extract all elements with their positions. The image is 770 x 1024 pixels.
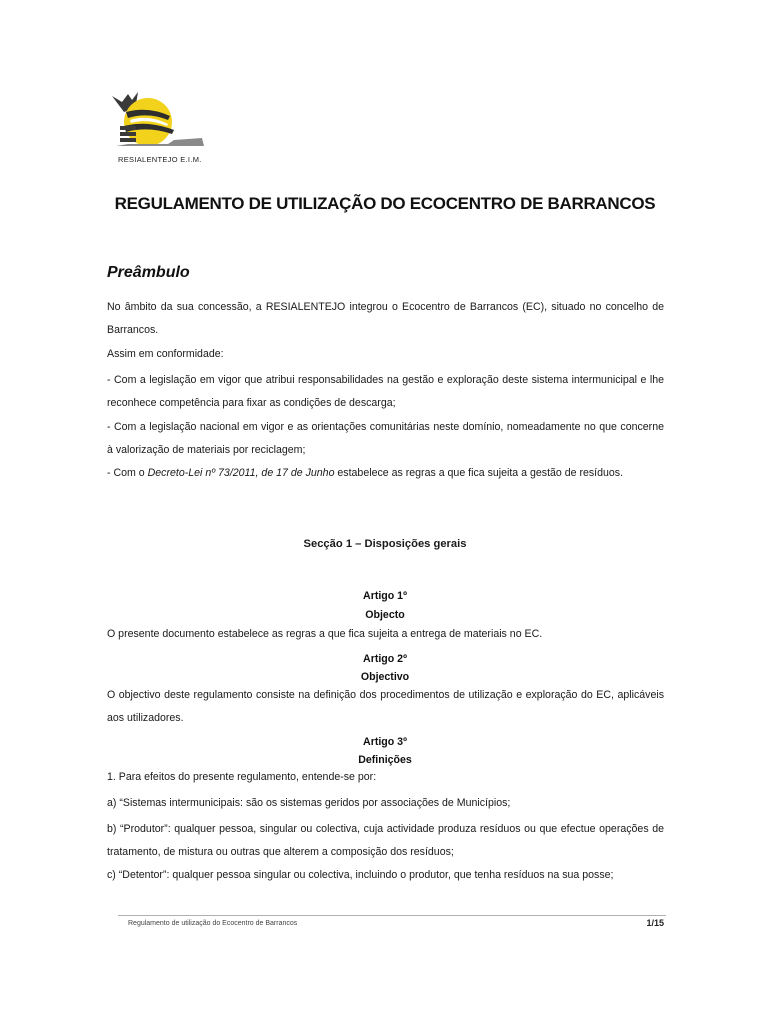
article-1-title: Objecto (365, 609, 405, 621)
preamble-paragraph-5 (107, 462, 664, 485)
article-3-intro: 1. Para efeitos do presente regulamento, entende-se por: (107, 771, 377, 783)
preamble-paragraph-3: - Com a legislação em vigor que atribui responsabilidades na gestão e exploração deste sistema intermunicipal e lhe reconhece competência para fixar as condições de descarga; (107, 374, 664, 409)
definition-b: b) “Produtor”: qualquer pessoa, singular ou colectiva, cuja actividade produza resíduos ou que efectue operações de tratamento, de mistura ou outras que alterem a composição dos resíduos; (107, 823, 664, 858)
preamble-p5-post: estabelece as regras a que fica sujeita a gestão de resíduos. (334, 467, 624, 479)
preamble-heading: Preâmbulo (107, 264, 190, 281)
logo-text: RESIALENTEJO E.I.M. (118, 155, 202, 164)
definition-a: a) “Sistemas intermunicipais: são os sistemas geridos por associações de Municípios; (107, 797, 511, 809)
document-title: REGULAMENTO DE UTILIZAÇÃO DO ECOCENTRO DE BARRANCOS (114, 194, 656, 213)
preamble-paragraph-1: No âmbito da sua concessão, a RESIALENTEJO integrou o Ecocentro de Barrancos (EC), situado no concelho de Barrancos. (107, 301, 664, 336)
footer-text: Regulamento de utilização do Ecocentro de Barrancos (128, 920, 298, 927)
page-number: 1/15 (646, 918, 664, 928)
article-2-number: Artigo 2º (363, 653, 407, 665)
company-logo (108, 86, 208, 166)
article-2-title: Objectivo (360, 671, 410, 683)
preamble-p5-pre: - Com o (107, 467, 148, 479)
footer-divider (118, 915, 666, 916)
article-3-number: Artigo 3º (363, 736, 407, 748)
preamble-paragraph-4: - Com a legislação nacional em vigor e as orientações comunitárias neste domínio, nomeadamente no que concerne à valorização de materiais por reciclagem; (107, 421, 664, 456)
article-3-title: Definições (358, 754, 412, 766)
preamble-paragraph-2: Assim em conformidade: (107, 348, 224, 360)
article-1-text: O presente documento estabelece as regras a que fica sujeita a entrega de materiais no EC. (107, 628, 543, 640)
article-2-text: O objectivo deste regulamento consiste na definição dos procedimentos de utilização e exploração do EC, aplicáveis aos utilizadores. (107, 689, 664, 724)
decree-reference: Decreto-Lei nº 73/2011, de 17 de Junho (147, 467, 335, 479)
definition-c: c) “Detentor”: qualquer pessoa singular ou colectiva, incluindo o produtor, que tenha resíduos na sua posse; (107, 869, 614, 881)
article-1-number: Artigo 1º (363, 590, 407, 602)
section-1-heading: Secção 1 – Disposições gerais (303, 538, 467, 550)
